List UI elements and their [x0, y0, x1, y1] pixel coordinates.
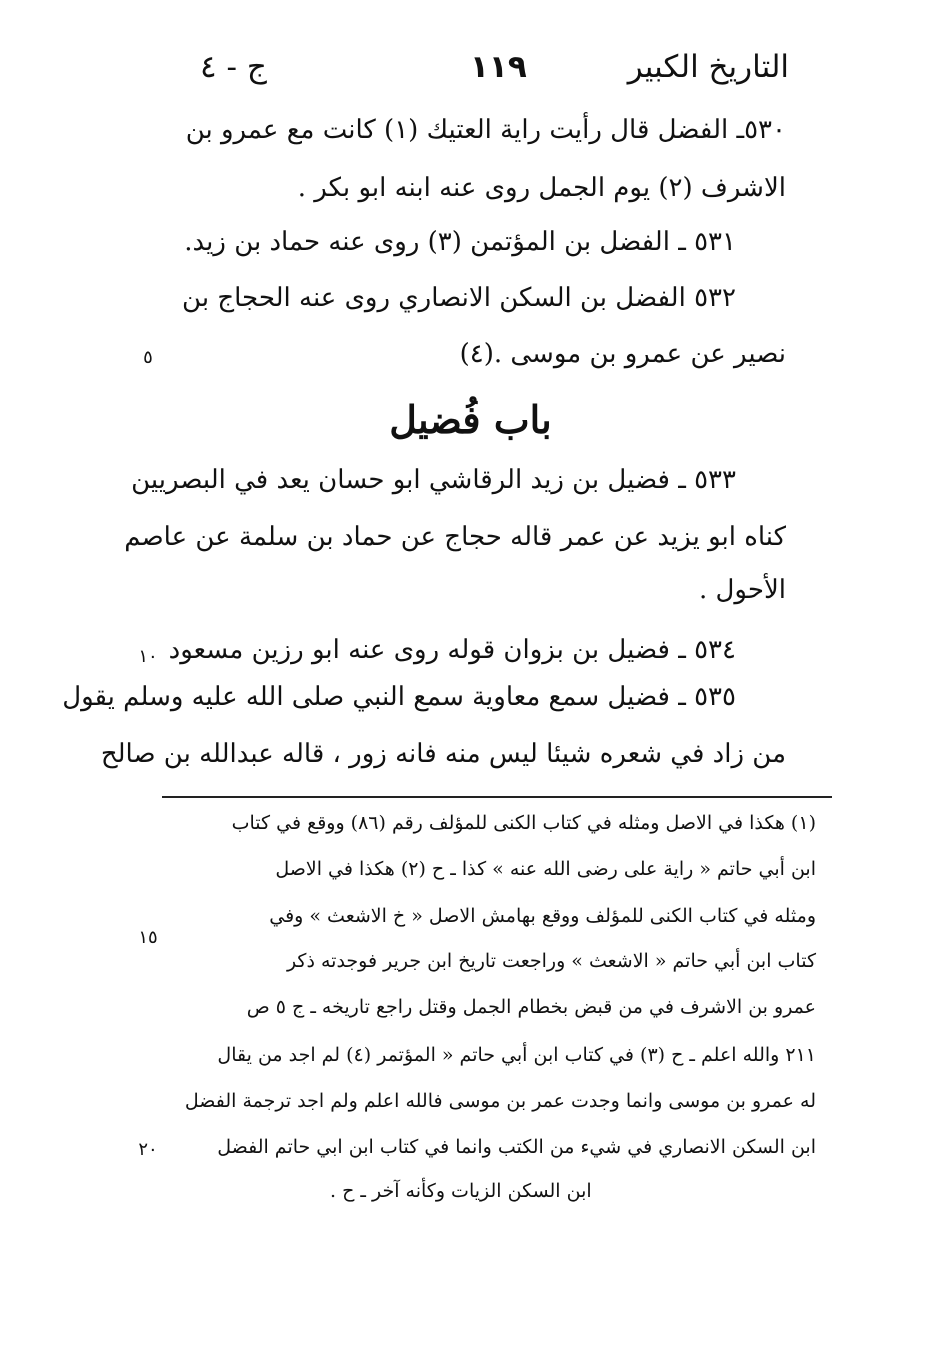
body-line: ٥٣١ ـ الفضل بن المؤتمن (٣) روى عنه حماد بن زيد.	[184, 227, 736, 257]
footnote-line: ومثله في كتاب الكنى للمؤلف ووقع بهامش الاصل « خ الاشعث » وفي	[269, 905, 816, 927]
section-heading: باب فُضيل	[389, 397, 552, 442]
body-line: الاشرف (٢) يوم الجمل روى عنه ابنه ابو بكر .	[297, 173, 786, 203]
margin-line-number: ١٠	[138, 646, 158, 667]
body-line: من زاد في شعره شيئا ليس منه فانه زور ، قاله عبدالله بن صالح	[100, 739, 786, 769]
body-line: نصير عن عمرو بن موسى .(٤)	[459, 339, 786, 369]
footnote-line: كتاب ابن أبي حاتم « الاشعث » وراجعت تاريخ ابن جرير فوجدته ذكر	[286, 950, 816, 972]
body-line: ٥٣٥ ـ فضيل سمع معاوية سمع النبي صلى الله عليه وسلم يقول	[62, 682, 736, 712]
body-line: ٥٣٤ ـ فضيل بن بزوان قوله روى عنه ابو رزين مسعود	[168, 635, 736, 665]
margin-line-number: ١٥	[138, 927, 158, 948]
running-head-title: التاريخ الكبير	[627, 49, 789, 85]
margin-line-number: ٢٠	[138, 1139, 158, 1160]
footnote-line: عمرو بن الاشرف في من قبض بخطام الجمل وقتل راجع تاريخه ـ ج ٥ ص	[246, 996, 816, 1018]
footnote-line: ٢١١ والله اعلم ـ ح (٣) في كتاب ابن أبي حاتم « المؤتمر (٤) لم اجد من يقال	[217, 1044, 816, 1066]
footnote-rule	[162, 796, 832, 798]
body-line: ٥٣٢ الفضل بن السكن الانصاري روى عنه الحجاج بن	[182, 283, 736, 313]
page-number: ١١٩	[470, 49, 527, 85]
footnote-line: ابن أبي حاتم « راية على رضى الله عنه » كذا ـ ح (٢) هكذا في الاصل	[275, 858, 816, 880]
footnote-line: ابن السكن الانصاري في شيء من الكتب وانما في كتاب ابن ابي حاتم الفضل	[217, 1136, 816, 1158]
volume-label: ج - ٤	[200, 49, 267, 85]
footnote-line: له عمرو بن موسى وانما وجدت عمر بن موسى فالله اعلم ولم اجد ترجمة الفضل	[184, 1090, 816, 1112]
footnote-line: (١) هكذا في الاصل ومثله في كتاب الكنى للمؤلف رقم (٨٦) ووقع في كتاب	[231, 812, 816, 834]
body-line: ٥٣٣ ـ فضيل بن زيد الرقاشي ابو حسان يعد في البصريين	[131, 465, 736, 495]
body-line: كناه ابو يزيد عن عمر قاله حجاج عن حماد بن سلمة عن عاصم	[124, 522, 786, 552]
footnote-line: ابن السكن الزيات وكأنه آخر ـ ح .	[330, 1180, 592, 1202]
margin-line-number: ٥	[143, 347, 153, 368]
body-line: ٥٣٠ـ الفضل قال رأيت راية العتيك (١) كانت مع عمرو بن	[185, 115, 786, 145]
body-line: الأحول .	[699, 575, 786, 605]
